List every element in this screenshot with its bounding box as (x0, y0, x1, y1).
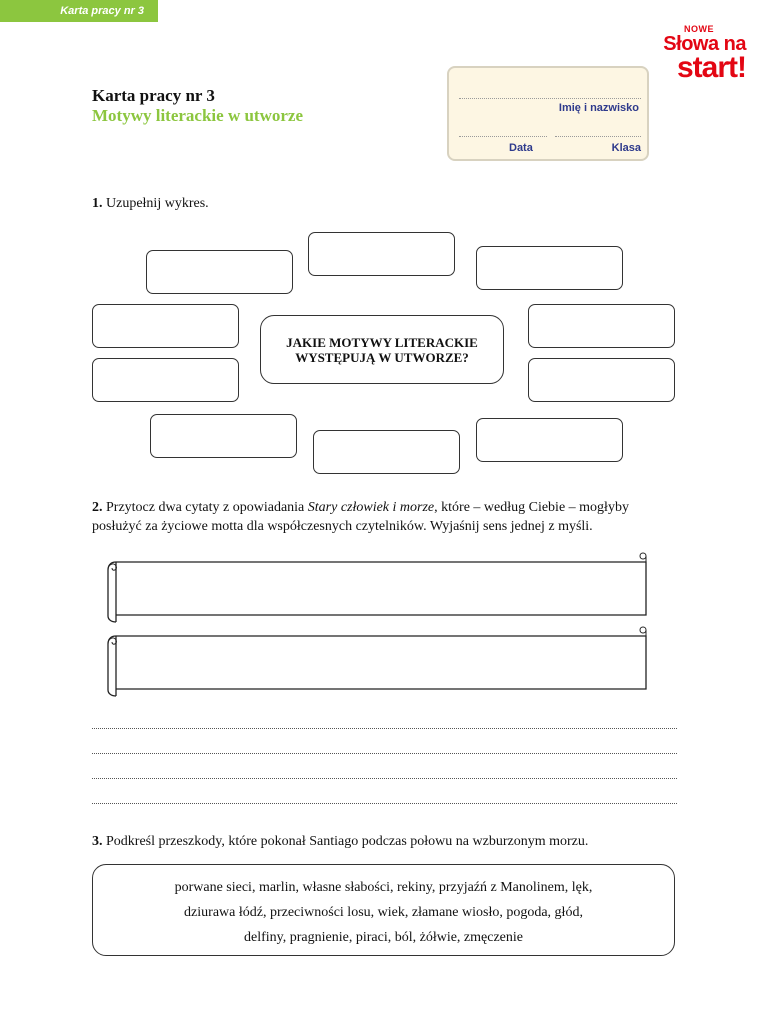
task-2-number: 2. (92, 500, 103, 515)
task-3-text: Podkreśl przeszkody, które pokonał Santiago podczas połowu na wzburzonym morzu. (102, 834, 589, 849)
class-label: Klasa (611, 142, 641, 154)
diagram-answer-box[interactable] (313, 430, 460, 474)
task-2-work-title: Stary człowiek i morze (307, 500, 435, 515)
task-1-prompt (92, 196, 209, 212)
task-1-number: 1. (92, 196, 103, 211)
date-line[interactable] (459, 136, 547, 137)
quote-scroll-2[interactable] (100, 626, 656, 700)
words-line-2[interactable]: dziurawa łódź, przeciwności losu, wiek, złamane wiosło, pogoda, głód, (184, 905, 583, 920)
logo-line-3: start! (676, 51, 746, 84)
diagram-center-question: JAKIE MOTYWY LITERACKIE WYSTĘPUJĄ W UTWORZE? (260, 315, 504, 384)
diagram-answer-box[interactable] (92, 304, 239, 348)
diagram-answer-box[interactable] (528, 358, 675, 402)
page-title: Karta pracy nr 3 (92, 86, 215, 105)
answer-line[interactable] (92, 778, 677, 779)
diagram-answer-box[interactable] (146, 250, 293, 294)
publisher-logo (663, 24, 746, 82)
diagram-answer-box[interactable] (476, 418, 623, 462)
diagram-answer-box[interactable] (150, 414, 297, 458)
task-2-text-a: Przytocz dwa cytaty z opowiadania (102, 500, 308, 515)
task-3-prompt (92, 834, 588, 850)
obstacles-word-box (92, 864, 675, 956)
diagram-answer-box[interactable] (92, 358, 239, 402)
name-line[interactable] (459, 98, 641, 99)
diagram-answer-box[interactable] (528, 304, 675, 348)
diagram-answer-box[interactable] (476, 246, 623, 290)
logo-line-2: Słowa na (663, 33, 746, 55)
answer-line[interactable] (92, 753, 677, 754)
student-info-box (447, 66, 649, 161)
task-2-prompt (92, 498, 652, 536)
task-2-text-b: , które – według Ciebie – mogłyby posłużyć za życiowe motta dla współczesnych czytelników. Wyjaśnij sens jednej z myśli. (92, 500, 629, 534)
date-label: Data (509, 142, 533, 154)
answer-line[interactable] (92, 803, 677, 804)
name-label: Imię i nazwisko (558, 102, 639, 114)
class-line[interactable] (555, 136, 641, 137)
words-line-3[interactable]: delfiny, pragnienie, piraci, ból, żółwie, zmęczenie (244, 930, 523, 945)
diagram-answer-box[interactable] (308, 232, 455, 276)
worksheet-tag: Karta pracy nr 3 (0, 0, 158, 22)
task-3-number: 3. (92, 834, 103, 849)
page-subtitle: Motywy literackie w utworze (92, 106, 304, 125)
quote-scroll-1[interactable] (100, 550, 656, 626)
words-line-1[interactable]: porwane sieci, marlin, własne słabości, rekiny, przyjaźń z Manolinem, lęk, (174, 880, 593, 895)
logo-line-1: NOWE (684, 24, 714, 34)
task-1-text: Uzupełnij wykres. (102, 196, 209, 211)
answer-line[interactable] (92, 728, 677, 729)
